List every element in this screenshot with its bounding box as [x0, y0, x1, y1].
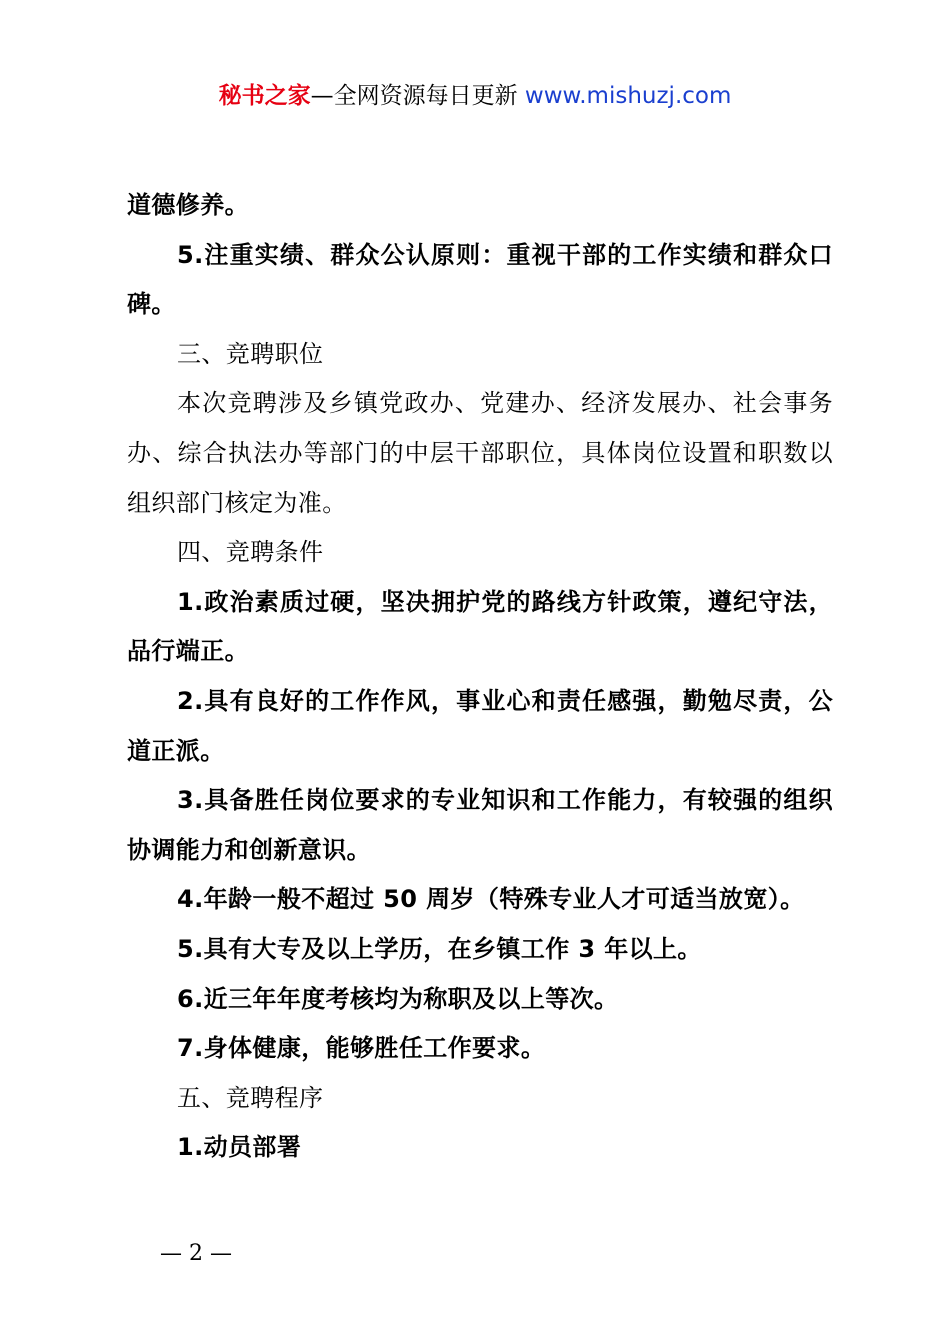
- document-body: [127, 181, 833, 1173]
- condition-2: 2.具有良好的工作作风，事业心和责任感强，勤勉尽责，公道正派。: [127, 686, 833, 765]
- paragraph-moral-cultivation: 道德修养。: [127, 191, 249, 219]
- section-heading-procedure: 五、竞聘程序: [177, 1083, 324, 1112]
- condition-3: 3.具备胜任岗位要求的专业知识和工作能力，有较强的组织协调能力和创新意识。: [127, 786, 833, 864]
- header-tagline: —全网资源每日更新: [310, 83, 525, 109]
- condition-7: 7.身体健康，能够胜任工作要求。: [177, 1034, 546, 1063]
- header-url[interactable]: www.mishuzj.com: [524, 83, 732, 109]
- condition-6: 6.近三年年度考核均为称职及以上等次。: [177, 984, 619, 1013]
- paragraph-principle-5: 5.注重实绩、群众公认原则：重视干部的工作实绩和群众口碑。: [127, 240, 833, 319]
- section-heading-conditions: 四、竞聘条件: [177, 538, 324, 567]
- condition-5: 5.具有大专及以上学历，在乡镇工作 3 年以上。: [177, 934, 702, 963]
- document-header: [0, 80, 950, 112]
- page-number: — 2 —: [160, 1241, 232, 1266]
- condition-4: 4.年龄一般不超过 50 周岁（特殊专业人才可适当放宽）。: [177, 885, 805, 914]
- brand-name: 秘书之家: [218, 83, 311, 109]
- paragraph-positions: 本次竞聘涉及乡镇党政办、党建办、经济发展办、社会事务办、综合执法办等部门的中层干部职位，具体岗位设置和职数以组织部门核定为准。: [127, 389, 833, 517]
- section-heading-positions: 三、竞聘职位: [177, 339, 324, 368]
- condition-1: 1.政治素质过硬，坚决拥护党的路线方针政策，遵纪守法，品行端正。: [127, 587, 833, 666]
- procedure-step-1: 1.动员部署: [177, 1133, 302, 1162]
